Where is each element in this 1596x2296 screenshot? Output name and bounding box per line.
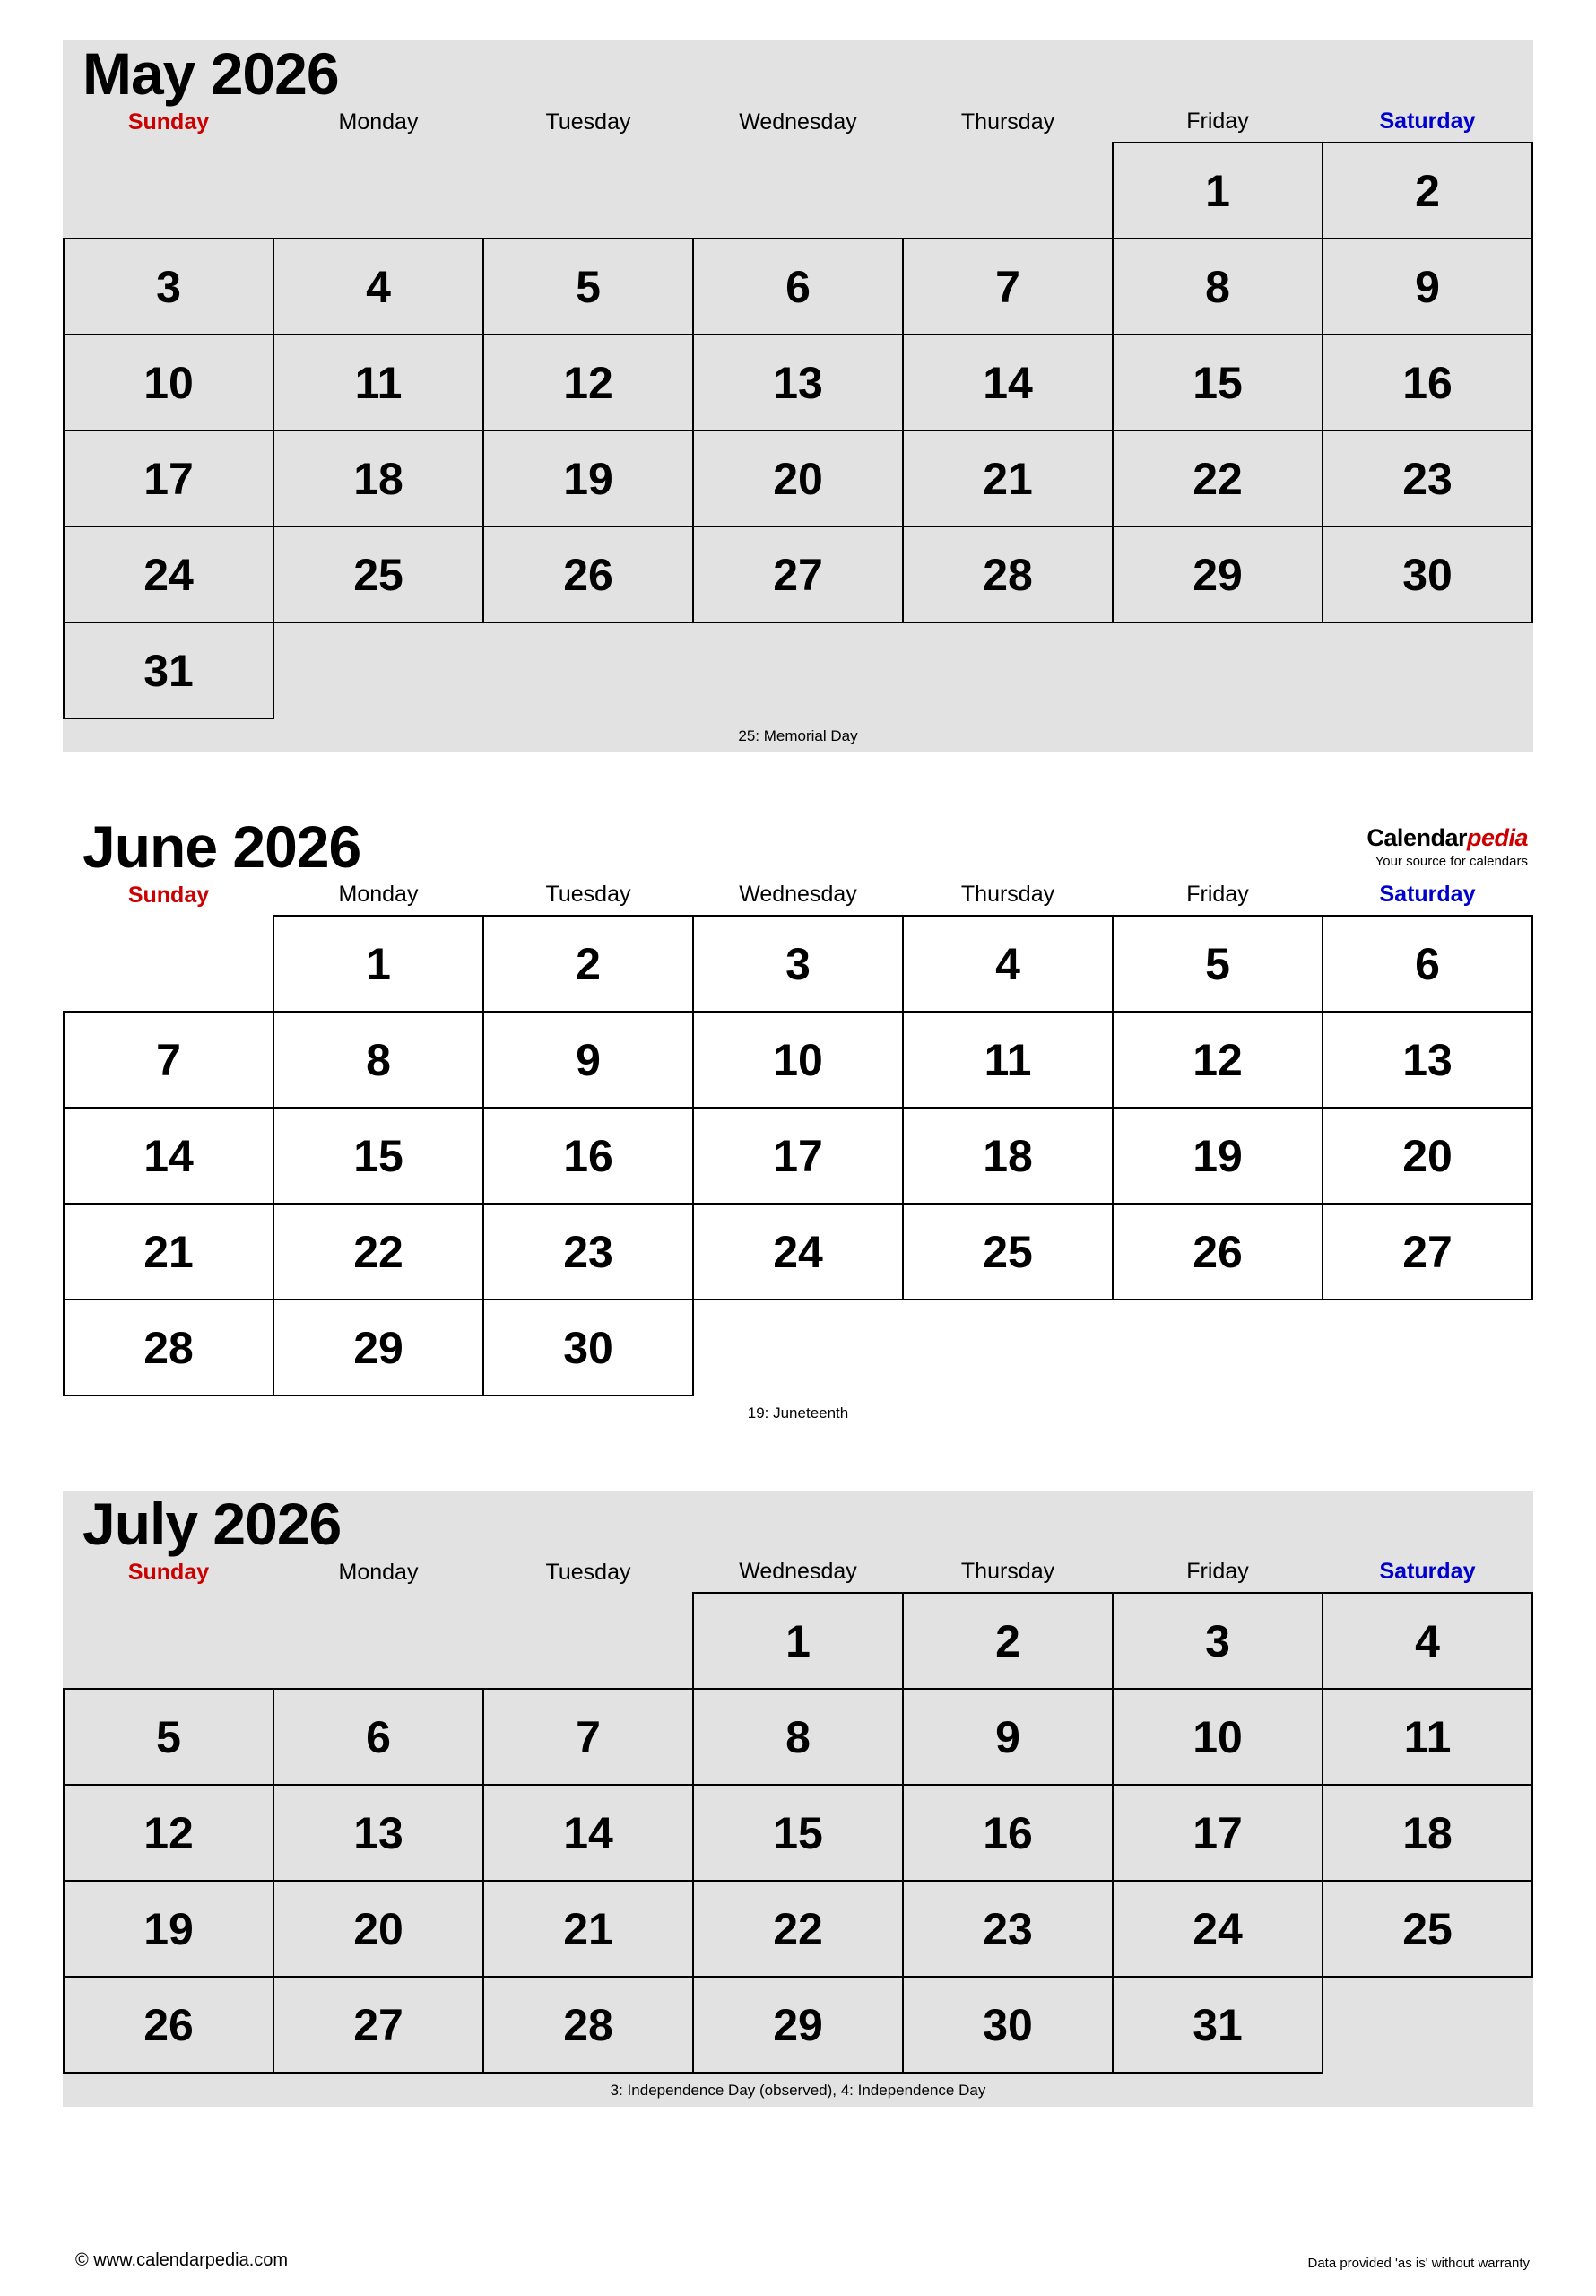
month-notes-may: 25: Memorial Day [738, 727, 858, 744]
calendar-week-row [64, 916, 1532, 1012]
calendar-day-cell[interactable]: 20 [1323, 1108, 1532, 1204]
calendar-week-row [64, 335, 1532, 430]
calendar-cell-empty [64, 1593, 273, 1689]
calendar-day-cell[interactable]: 19 [483, 430, 693, 526]
calendar-day-cell[interactable]: 27 [273, 1977, 483, 2073]
calendar-week-row [64, 143, 1532, 239]
calendar-day-cell[interactable]: 21 [903, 430, 1113, 526]
spacer-may-june [63, 752, 1533, 813]
calendar-day-cell[interactable]: 12 [1113, 1012, 1323, 1108]
calendar-day-cell[interactable]: 6 [1323, 916, 1532, 1012]
calendar-day-cell[interactable]: 24 [64, 526, 273, 622]
spacer-june-july [63, 1430, 1533, 1491]
calendar-day-cell[interactable]: 5 [483, 239, 693, 335]
brand-name-part1: Calendar [1366, 824, 1467, 851]
calendar-day-cell[interactable]: 21 [64, 1204, 273, 1300]
weekday-header-row [64, 880, 1532, 916]
calendar-week-row [64, 526, 1532, 622]
calendar-cell-empty [1113, 622, 1323, 718]
weekday-sunday: Sunday [127, 109, 210, 135]
calendar-day-cell[interactable]: 3 [1113, 1593, 1323, 1689]
calendar-cell-empty [64, 143, 273, 239]
brand-logo-placeholder [1528, 96, 1533, 103]
calendar-day-cell[interactable]: 4 [1323, 1593, 1532, 1689]
calendar-day-cell[interactable]: 8 [273, 1012, 483, 1108]
calendar-day-cell[interactable]: 30 [483, 1300, 693, 1396]
calendar-day-cell[interactable]: 23 [903, 1881, 1113, 1977]
month-title-june: June 2026 [82, 813, 361, 880]
calendar-day-cell[interactable]: 18 [903, 1108, 1113, 1204]
calendar-day-cell[interactable]: 11 [273, 335, 483, 430]
calendar-week-row [64, 1689, 1532, 1785]
calendar-day-cell[interactable]: 6 [693, 239, 903, 335]
footer-copyright: © www.calendarpedia.com [75, 2250, 289, 2270]
calendar-cell-empty [273, 1593, 483, 1689]
calendar-day-cell[interactable]: 15 [693, 1785, 903, 1881]
calendar-cell-empty [1113, 1300, 1323, 1396]
calendar-week-row [64, 239, 1532, 335]
calendar-day-cell[interactable]: 15 [1113, 335, 1323, 430]
month-block-june [63, 813, 1533, 1430]
weekday-saturday: Saturday [1379, 109, 1476, 134]
calendar-day-cell[interactable]: 22 [1113, 430, 1323, 526]
calendar-day-cell[interactable]: 19 [64, 1881, 273, 1977]
weekday-sunday: Sunday [127, 1559, 210, 1585]
calendar-cell-empty [903, 143, 1113, 239]
calendar-day-cell[interactable]: 31 [1113, 1977, 1323, 2073]
calendar-day-cell[interactable]: 24 [1113, 1881, 1323, 1977]
brand-name [1366, 824, 1528, 852]
calendar-day-cell[interactable]: 16 [483, 1108, 693, 1204]
calendar-day-cell[interactable]: 4 [903, 916, 1113, 1012]
calendar-day-cell[interactable]: 2 [483, 916, 693, 1012]
calendar-day-cell[interactable]: 7 [64, 1012, 273, 1108]
calendar-day-cell[interactable]: 4 [273, 239, 483, 335]
calendar-day-cell[interactable]: 30 [1323, 526, 1532, 622]
brand-logo-placeholder [1528, 1546, 1533, 1553]
calendar-cell-empty [1323, 1300, 1532, 1396]
calendar-day-cell[interactable]: 14 [64, 1108, 273, 1204]
weekday-tuesday: Tuesday [545, 1559, 631, 1585]
calendar-day-cell[interactable]: 26 [1113, 1204, 1323, 1300]
calendar-day-cell[interactable]: 21 [483, 1881, 693, 1977]
calendar-day-cell[interactable]: 2 [1323, 143, 1532, 239]
calendar-day-cell[interactable]: 14 [903, 335, 1113, 430]
weekday-friday: Friday [1186, 1559, 1249, 1584]
calendar-day-cell[interactable]: 14 [483, 1785, 693, 1881]
month-header-june [63, 813, 1533, 880]
calendar-day-cell[interactable]: 1 [1113, 143, 1323, 239]
calendar-week-row [64, 430, 1532, 526]
weekday-friday: Friday [1186, 882, 1249, 907]
calendar-cell-empty [483, 1593, 693, 1689]
calendar-day-cell[interactable]: 20 [693, 430, 903, 526]
weekday-header-row [64, 107, 1532, 143]
calendar-cell-empty [483, 622, 693, 718]
calendar-day-cell[interactable]: 12 [483, 335, 693, 430]
calendar-day-cell[interactable]: 2 [903, 1593, 1113, 1689]
calendar-day-cell[interactable]: 28 [64, 1300, 273, 1396]
calendar-body-may [64, 143, 1532, 718]
calendar-day-cell[interactable]: 19 [1113, 1108, 1323, 1204]
weekday-tuesday: Tuesday [545, 109, 631, 135]
calendar-day-cell[interactable]: 1 [693, 1593, 903, 1689]
calendar-day-cell[interactable]: 18 [1323, 1785, 1532, 1881]
calendar-day-cell[interactable]: 12 [64, 1785, 273, 1881]
weekday-friday: Friday [1186, 109, 1249, 134]
calendar-cell-empty [273, 622, 483, 718]
calendar-day-cell[interactable]: 8 [1113, 239, 1323, 335]
weekday-wednesday: Wednesday [739, 1559, 857, 1584]
calendar-week-row [64, 1593, 1532, 1689]
calendar-table-july [63, 1557, 1533, 2074]
calendar-day-cell[interactable]: 18 [273, 430, 483, 526]
calendar-day-cell[interactable]: 9 [903, 1689, 1113, 1785]
calendar-day-cell[interactable]: 7 [903, 239, 1113, 335]
calendar-day-cell[interactable]: 15 [273, 1108, 483, 1204]
month-header-july [63, 1491, 1533, 1557]
calendar-cell-empty [903, 622, 1113, 718]
calendar-day-cell[interactable]: 10 [1113, 1689, 1323, 1785]
calendar-day-cell[interactable]: 27 [693, 526, 903, 622]
calendar-day-cell[interactable]: 17 [693, 1108, 903, 1204]
calendar-day-cell[interactable]: 25 [903, 1204, 1113, 1300]
calendar-day-cell[interactable]: 28 [483, 1977, 693, 2073]
calendar-day-cell[interactable]: 10 [64, 335, 273, 430]
calendar-day-cell[interactable]: 26 [483, 526, 693, 622]
weekday-wednesday: Wednesday [739, 109, 857, 135]
month-notes-july: 3: Independence Day (observed), 4: Independence Day [610, 2082, 986, 2099]
brand-logo [1366, 824, 1533, 876]
calendar-day-cell[interactable]: 1 [273, 916, 483, 1012]
calendar-week-row [64, 1108, 1532, 1204]
weekday-monday: Monday [338, 1559, 419, 1585]
calendar-day-cell[interactable]: 11 [903, 1012, 1113, 1108]
calendar-day-cell[interactable]: 17 [64, 430, 273, 526]
calendar-day-cell[interactable]: 13 [273, 1785, 483, 1881]
calendar-cell-empty [693, 1300, 903, 1396]
calendar-day-cell[interactable]: 30 [903, 1977, 1113, 2073]
footer-disclaimer: Data provided 'as is' without warranty [1307, 2256, 1530, 2271]
calendar-cell-empty [483, 143, 693, 239]
calendar-week-row [64, 1785, 1532, 1881]
weekday-tuesday: Tuesday [545, 882, 631, 907]
month-notes-june: 19: Juneteenth [747, 1405, 849, 1422]
calendar-day-cell[interactable]: 24 [693, 1204, 903, 1300]
month-title-may: May 2026 [82, 40, 339, 107]
calendar-day-cell[interactable]: 10 [693, 1012, 903, 1108]
weekday-monday: Monday [338, 882, 419, 907]
calendar-day-cell[interactable]: 29 [273, 1300, 483, 1396]
calendar-cell-empty [693, 622, 903, 718]
calendar-day-cell[interactable]: 22 [273, 1204, 483, 1300]
weekday-sunday: Sunday [127, 882, 210, 908]
weekday-monday: Monday [338, 109, 419, 135]
calendar-day-cell[interactable]: 6 [273, 1689, 483, 1785]
calendar-day-cell[interactable]: 27 [1323, 1204, 1532, 1300]
weekday-thursday: Thursday [960, 1559, 1055, 1584]
calendar-day-cell[interactable]: 20 [273, 1881, 483, 1977]
calendar-table-june [63, 880, 1533, 1396]
weekday-thursday: Thursday [960, 882, 1055, 907]
calendar-day-cell[interactable]: 16 [903, 1785, 1113, 1881]
calendar-day-cell[interactable]: 3 [693, 916, 903, 1012]
calendar-cell-empty [273, 143, 483, 239]
calendar-day-cell[interactable]: 26 [64, 1977, 273, 2073]
calendar-table-may [63, 107, 1533, 719]
calendar-day-cell[interactable]: 28 [903, 526, 1113, 622]
weekday-header-row [64, 1557, 1532, 1593]
calendar-day-cell[interactable]: 13 [1323, 1012, 1532, 1108]
page-footer [63, 2250, 1533, 2271]
calendar-week-row [64, 622, 1532, 718]
weekday-wednesday: Wednesday [739, 882, 857, 907]
calendar-week-row [64, 1012, 1532, 1108]
weekday-thursday: Thursday [960, 109, 1055, 135]
calendar-day-cell[interactable]: 9 [1323, 239, 1532, 335]
calendar-day-cell[interactable]: 11 [1323, 1689, 1532, 1785]
calendar-day-cell[interactable]: 5 [64, 1689, 273, 1785]
brand-name-part2: pedia [1466, 824, 1528, 851]
calendar-day-cell[interactable]: 23 [483, 1204, 693, 1300]
calendar-day-cell[interactable]: 23 [1323, 430, 1532, 526]
month-header-may [63, 40, 1533, 107]
month-block-july [63, 1491, 1533, 2107]
calendar-day-cell[interactable]: 13 [693, 335, 903, 430]
weekday-saturday: Saturday [1379, 1559, 1476, 1584]
calendar-cell-empty [1323, 622, 1532, 718]
calendar-day-cell[interactable]: 29 [1113, 526, 1323, 622]
calendar-day-cell[interactable]: 9 [483, 1012, 693, 1108]
calendar-day-cell[interactable]: 29 [693, 1977, 903, 2073]
calendar-day-cell[interactable]: 25 [273, 526, 483, 622]
calendar-day-cell[interactable]: 31 [64, 622, 273, 718]
calendar-week-row [64, 1977, 1532, 2073]
calendar-week-row [64, 1881, 1532, 1977]
calendar-day-cell[interactable]: 7 [483, 1689, 693, 1785]
calendar-day-cell[interactable]: 5 [1113, 916, 1323, 1012]
month-title-july: July 2026 [82, 1491, 342, 1557]
calendar-week-row [64, 1204, 1532, 1300]
calendar-body-june [64, 916, 1532, 1396]
calendar-cell-empty [693, 143, 903, 239]
calendar-cell-empty [64, 916, 273, 1012]
calendar-day-cell[interactable]: 3 [64, 239, 273, 335]
brand-tagline: Your source for calendars [1375, 854, 1528, 869]
calendar-day-cell[interactable]: 22 [693, 1881, 903, 1977]
calendar-cell-empty [903, 1300, 1113, 1396]
calendar-day-cell[interactable]: 16 [1323, 335, 1532, 430]
calendar-week-row [64, 1300, 1532, 1396]
calendar-day-cell[interactable]: 17 [1113, 1785, 1323, 1881]
calendar-day-cell[interactable]: 25 [1323, 1881, 1532, 1977]
calendar-body-july [64, 1593, 1532, 2073]
calendar-cell-empty [1323, 1977, 1532, 2073]
calendar-day-cell[interactable]: 8 [693, 1689, 903, 1785]
month-block-may [63, 40, 1533, 752]
weekday-saturday: Saturday [1379, 882, 1476, 907]
